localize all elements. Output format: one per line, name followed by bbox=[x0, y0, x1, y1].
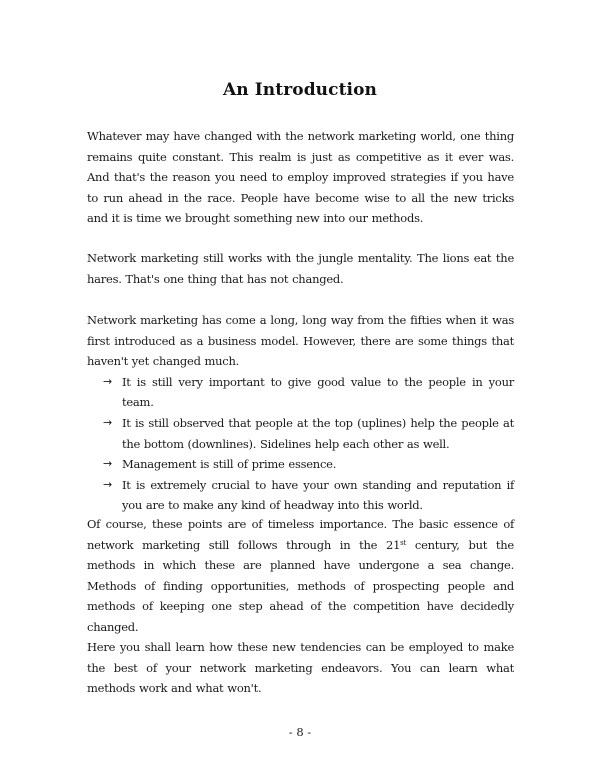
arrow-right-icon: → bbox=[103, 457, 112, 471]
bullet-list bbox=[87, 372, 514, 516]
arrow-right-icon: → bbox=[103, 415, 112, 429]
paragraph-text: Network marketing has come a long, long way from the fifties when it was first introduced as a business model. However, there are some things that haven't yet changed much. bbox=[87, 313, 514, 369]
paragraph-text: Whatever may have changed with the network marketing world, one thing remains quite constant. This realm is just as competitive as it ever was. And that's the reason you need to employ improved strategies if you have to run ahead in the race. People have become wise to all the new tricks and it is time we brought something new into our methods. bbox=[87, 129, 514, 226]
bullet-item bbox=[87, 413, 514, 454]
paragraph-text-start: Of course, these points are of timeless importance. The basic essence of network marketing still follows through in the 21 bbox=[87, 517, 514, 552]
arrow-right-icon: → bbox=[103, 477, 112, 491]
paragraph-text: Network marketing still works with the jungle mentality. The lions eat the hares. That's one thing that has not changed. bbox=[87, 251, 514, 286]
closing-paragraph bbox=[87, 637, 514, 699]
page-title: An Introduction bbox=[222, 80, 378, 100]
bullet-item bbox=[87, 454, 514, 475]
bullet-text: It is extremely crucial to have your own standing and reputation if you are to make any kind of headway into this world. bbox=[122, 477, 514, 513]
bullet-item bbox=[87, 475, 514, 516]
paragraph-text bbox=[87, 514, 514, 638]
intro-paragraph bbox=[87, 126, 514, 229]
bullet-text: Management is still of prime essence. bbox=[122, 457, 337, 472]
paragraph-text: Here you shall learn how these new tendencies can be employed to make the best of your network marketing endeavors. You can learn what methods work and what won't. bbox=[87, 640, 514, 696]
page-number: - 8 - bbox=[288, 725, 312, 739]
arrow-right-icon: → bbox=[103, 374, 112, 388]
bullet-item bbox=[87, 372, 514, 413]
bullet-text: It is still observed that people at the top (uplines) help the people at the bottom (downlines). Sidelines help each other as well. bbox=[122, 415, 514, 451]
paragraph-text-end: century, but the methods in which these are planned have undergone a sea change. Methods of finding opportunities, methods of prospecting people and methods of keeping one step ahead of the competition have decidedly changed. bbox=[87, 537, 514, 634]
history-section bbox=[87, 310, 514, 516]
timeless-paragraph bbox=[87, 514, 514, 638]
bullet-text: It is still very important to give good value to the people in your team. bbox=[122, 374, 514, 410]
ordinal-superscript: st bbox=[400, 538, 407, 547]
jungle-paragraph bbox=[87, 248, 514, 289]
